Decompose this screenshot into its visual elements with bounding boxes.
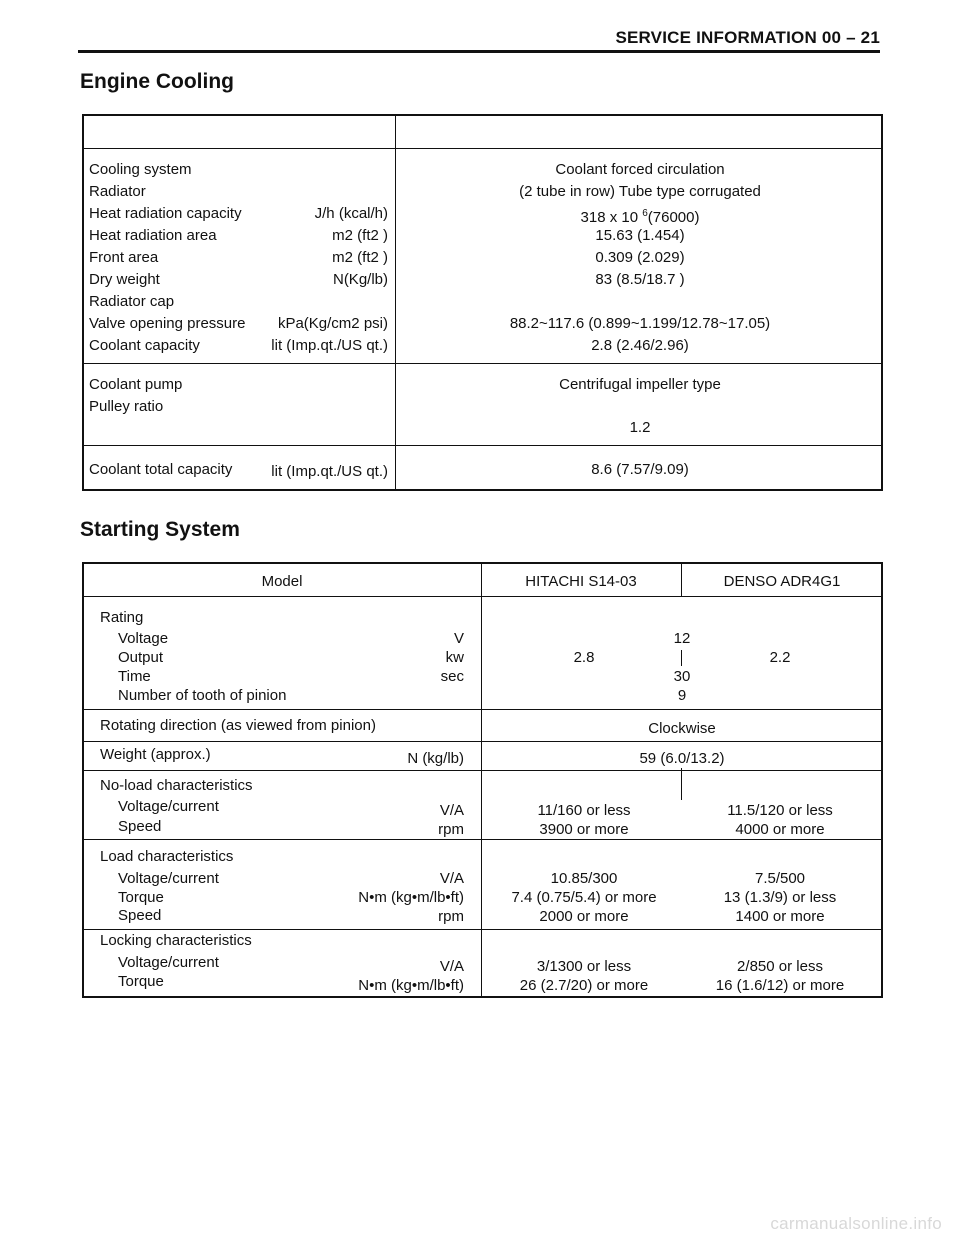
load-speed-denso: 1400 or more [735, 908, 825, 925]
coolant-capacity-value: 2.8 (2.46/2.96) [591, 337, 689, 354]
coolant-capacity-unit: lit (Imp.qt./US qt.) [271, 337, 388, 354]
cooling-system-value: Coolant forced circulation [555, 161, 725, 178]
denso-header: DENSO ADR4G1 [723, 573, 841, 590]
cooling-system-label: Cooling system [89, 161, 192, 178]
locking-voltage-current-hitachi: 3/1300 or less [536, 958, 632, 975]
no-load-speed-unit: rpm [438, 821, 464, 838]
voltage-value: 12 [673, 630, 691, 647]
dry-weight-value: 83 (8.5/18.7 ) [595, 271, 685, 288]
row-divider [84, 741, 881, 742]
locking-voltage-current-unit: V/A [439, 958, 464, 975]
hitachi-header: HITACHI S14-03 [525, 573, 637, 590]
voltage-label: Voltage [118, 630, 169, 647]
weight-value: 59 (6.0/13.2) [639, 750, 725, 767]
output-value-hitachi: 2.8 [573, 649, 595, 666]
weight-unit: N (kg/lb) [407, 750, 464, 767]
rating-label: Rating [100, 609, 144, 626]
load-voltage-current-label: Voltage/current [118, 870, 219, 887]
front-area-value: 0.309 (2.029) [595, 249, 685, 266]
no-load-label: No-load characteristics [100, 777, 253, 794]
row-divider [84, 363, 881, 364]
voltage-unit: V [453, 630, 464, 647]
load-speed-unit: rpm [438, 908, 464, 925]
load-speed-label: Speed [118, 907, 162, 924]
pinion-value: 9 [677, 687, 687, 704]
row-divider [84, 709, 881, 710]
time-value: 30 [673, 668, 691, 685]
model-header: Model [261, 573, 303, 590]
weight-label: Weight (approx.) [100, 746, 211, 763]
pulley-ratio-value: 1.2 [629, 419, 651, 436]
rotating-direction-value: Clockwise [648, 720, 716, 737]
coolant-pump-label: Coolant pump [89, 376, 183, 393]
watermark: carmanualsonline.info [770, 1214, 942, 1233]
load-torque-denso: 13 (1.3/9) or less [723, 889, 837, 906]
load-label: Load characteristics [100, 848, 234, 865]
row-divider [84, 929, 881, 930]
time-label: Time [118, 668, 151, 685]
row-divider [84, 839, 881, 840]
dry-weight-label: Dry weight [89, 271, 160, 288]
front-area-unit: m2 (ft2 ) [332, 249, 388, 266]
no-load-voltage-current-unit: V/A [439, 802, 464, 819]
locking-voltage-current-label: Voltage/current [118, 954, 219, 971]
output-separator [681, 650, 682, 666]
radiator-cap-label: Radiator cap [89, 293, 175, 310]
header-rule [78, 50, 880, 53]
valve-opening-pressure-unit: kPa(Kg/cm2 psi) [277, 315, 388, 332]
engine-cooling-table [82, 114, 883, 491]
column-divider [681, 768, 682, 800]
no-load-voltage-current-label: Voltage/current [118, 798, 219, 815]
output-value-denso: 2.2 [769, 649, 791, 666]
load-speed-hitachi: 2000 or more [539, 908, 629, 925]
no-load-speed-hitachi: 3900 or more [539, 821, 629, 838]
heat-radiation-area-value: 15.63 (1.454) [595, 227, 685, 244]
load-torque-label: Torque [118, 889, 164, 906]
heat-radiation-area-label: Heat radiation area [89, 227, 217, 244]
front-area-label: Front area [89, 249, 159, 266]
locking-torque-hitachi: 26 (2.7/20) or more [519, 977, 649, 994]
load-voltage-current-unit: V/A [439, 870, 464, 887]
no-load-speed-denso: 4000 or more [735, 821, 825, 838]
page-header-title: SERVICE INFORMATION 00 – 21 [615, 28, 880, 47]
load-voltage-current-hitachi: 10.85/300 [550, 870, 618, 887]
valve-opening-pressure-label: Valve opening pressure [89, 315, 246, 332]
locking-torque-label: Torque [118, 973, 164, 990]
engine-cooling-title: Engine Cooling [80, 70, 234, 93]
coolant-total-capacity-label: Coolant total capacity [89, 461, 233, 478]
coolant-pump-value: Centrifugal impeller type [559, 376, 721, 393]
heat-radiation-capacity-label: Heat radiation capacity [89, 205, 242, 222]
no-load-speed-label: Speed [118, 818, 162, 835]
load-voltage-current-denso: 7.5/500 [754, 870, 806, 887]
column-divider [395, 116, 396, 489]
output-label: Output [118, 649, 164, 666]
row-divider [84, 445, 881, 446]
row-divider [84, 148, 881, 149]
locking-voltage-current-denso: 2/850 or less [737, 958, 823, 975]
pulley-ratio-label: Pulley ratio [89, 398, 164, 415]
no-load-voltage-current-hitachi: 11/160 or less [537, 802, 631, 819]
valve-opening-pressure-value: 88.2~117.6 (0.899~1.199/12.78~17.05) [509, 315, 771, 332]
heat-radiation-capacity-value: 318 x 10 $^6$(76000) [580, 208, 700, 226]
radiator-value: (2 tube in row) Tube type corrugated [519, 183, 761, 200]
column-divider [481, 564, 482, 996]
coolant-capacity-label: Coolant capacity [89, 337, 200, 354]
dry-weight-unit: N(Kg/lb) [332, 271, 388, 288]
row-divider [84, 596, 881, 597]
coolant-total-capacity-value: 8.6 (7.57/9.09) [591, 461, 689, 478]
row-divider [84, 770, 881, 771]
time-unit: sec [440, 668, 464, 685]
starting-system-table [82, 562, 883, 998]
coolant-total-capacity-unit: lit (Imp.qt./US qt.) [271, 463, 388, 480]
radiator-label: Radiator [89, 183, 146, 200]
load-torque-unit: N•m (kg•m/lb•ft) [358, 889, 464, 906]
rotating-direction-label: Rotating direction (as viewed from pinion) [100, 717, 376, 734]
locking-label: Locking characteristics [100, 932, 252, 949]
output-unit: kw [445, 649, 464, 666]
column-divider [681, 564, 682, 596]
heat-radiation-capacity-unit: J/h (kcal/h) [314, 205, 388, 222]
pinion-label: Number of tooth of pinion [118, 687, 287, 704]
heat-radiation-area-unit: m2 (ft2 ) [332, 227, 388, 244]
no-load-voltage-current-denso: 11.5/120 or less [727, 802, 833, 819]
load-torque-hitachi: 7.4 (0.75/5.4) or more [511, 889, 657, 906]
locking-torque-unit: N•m (kg•m/lb•ft) [358, 977, 464, 994]
locking-torque-denso: 16 (1.6/12) or more [715, 977, 845, 994]
starting-system-title: Starting System [80, 518, 240, 541]
